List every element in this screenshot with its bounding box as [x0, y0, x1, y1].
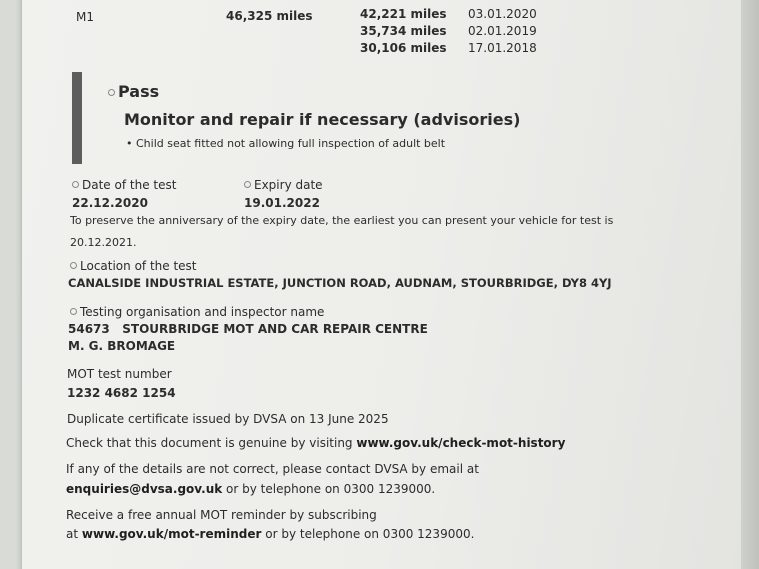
- mot-test-number: 1232 4682 1254: [67, 386, 176, 400]
- reminder-line1: Receive a free annual MOT reminder by subscribing: [66, 508, 377, 522]
- location-icon: [70, 262, 77, 269]
- calendar-icon: [72, 181, 79, 188]
- history-date-1: 03.01.2020: [468, 7, 537, 21]
- expiry-date: 19.01.2022: [244, 196, 320, 210]
- result-status: Pass: [108, 82, 159, 101]
- mot-reminder-link[interactable]: www.gov.uk/mot-reminder: [81, 527, 262, 541]
- inspector-name: M. G. BROMAGE: [68, 339, 176, 353]
- contact-line1: If any of the details are not correct, please contact DVSA by email at: [66, 462, 479, 476]
- test-location: CANALSIDE INDUSTRIAL ESTATE, JUNCTION ROAD, AUDNAM, STOURBRIDGE, DY8 4YJ: [68, 276, 612, 290]
- duplicate-note: Duplicate certificate issued by DVSA on 13 June 2025: [67, 412, 389, 426]
- anniversary-note-line2: 20.12.2021.: [70, 236, 137, 249]
- history-date-3: 17.01.2018: [468, 41, 537, 55]
- mot-number-label: MOT test number: [67, 367, 172, 381]
- reminder-line2: at www.gov.uk/mot-reminder or by telephone on 0300 1239000.: [66, 527, 475, 541]
- test-date: 22.12.2020: [72, 196, 148, 210]
- history-date-2: 02.01.2019: [468, 24, 537, 38]
- contact-email-link[interactable]: enquiries@dvsa.gov.uk: [66, 482, 223, 496]
- location-label: Location of the test: [70, 259, 197, 273]
- advisory-heading: Monitor and repair if necessary (advisories): [124, 110, 521, 129]
- advisory-item: • Child seat fitted not allowing full inspection of adult belt: [126, 137, 446, 150]
- testing-organisation: 54673 STOURBRIDGE MOT AND CAR REPAIR CENTRE: [68, 322, 428, 336]
- result-bar: [72, 72, 82, 164]
- page-edge: [741, 0, 759, 569]
- history-mileage-3: 30,106 miles: [360, 41, 447, 55]
- history-mileage-1: 42,221 miles: [360, 7, 447, 21]
- org-label: Testing organisation and inspector name: [70, 305, 324, 319]
- contact-line2: enquiries@dvsa.gov.uk or by telephone on 0300 1239000.: [66, 482, 436, 496]
- vehicle-category: M1: [76, 10, 94, 24]
- expiry-date-label: Expiry date: [244, 178, 323, 192]
- anniversary-note-line1: To preserve the anniversary of the expiry date, the earliest you can present your vehicle for test is: [70, 214, 614, 227]
- test-date-label: Date of the test: [72, 178, 176, 192]
- info-icon: [108, 89, 115, 96]
- check-genuine-line: Check that this document is genuine by visiting www.gov.uk/check-mot-history: [66, 436, 566, 450]
- history-mileage-2: 35,734 miles: [360, 24, 447, 38]
- info-icon: [70, 308, 77, 315]
- vehicle-mileage: 46,325 miles: [226, 9, 313, 23]
- check-mot-history-link[interactable]: www.gov.uk/check-mot-history: [356, 436, 566, 450]
- calendar-icon: [244, 181, 251, 188]
